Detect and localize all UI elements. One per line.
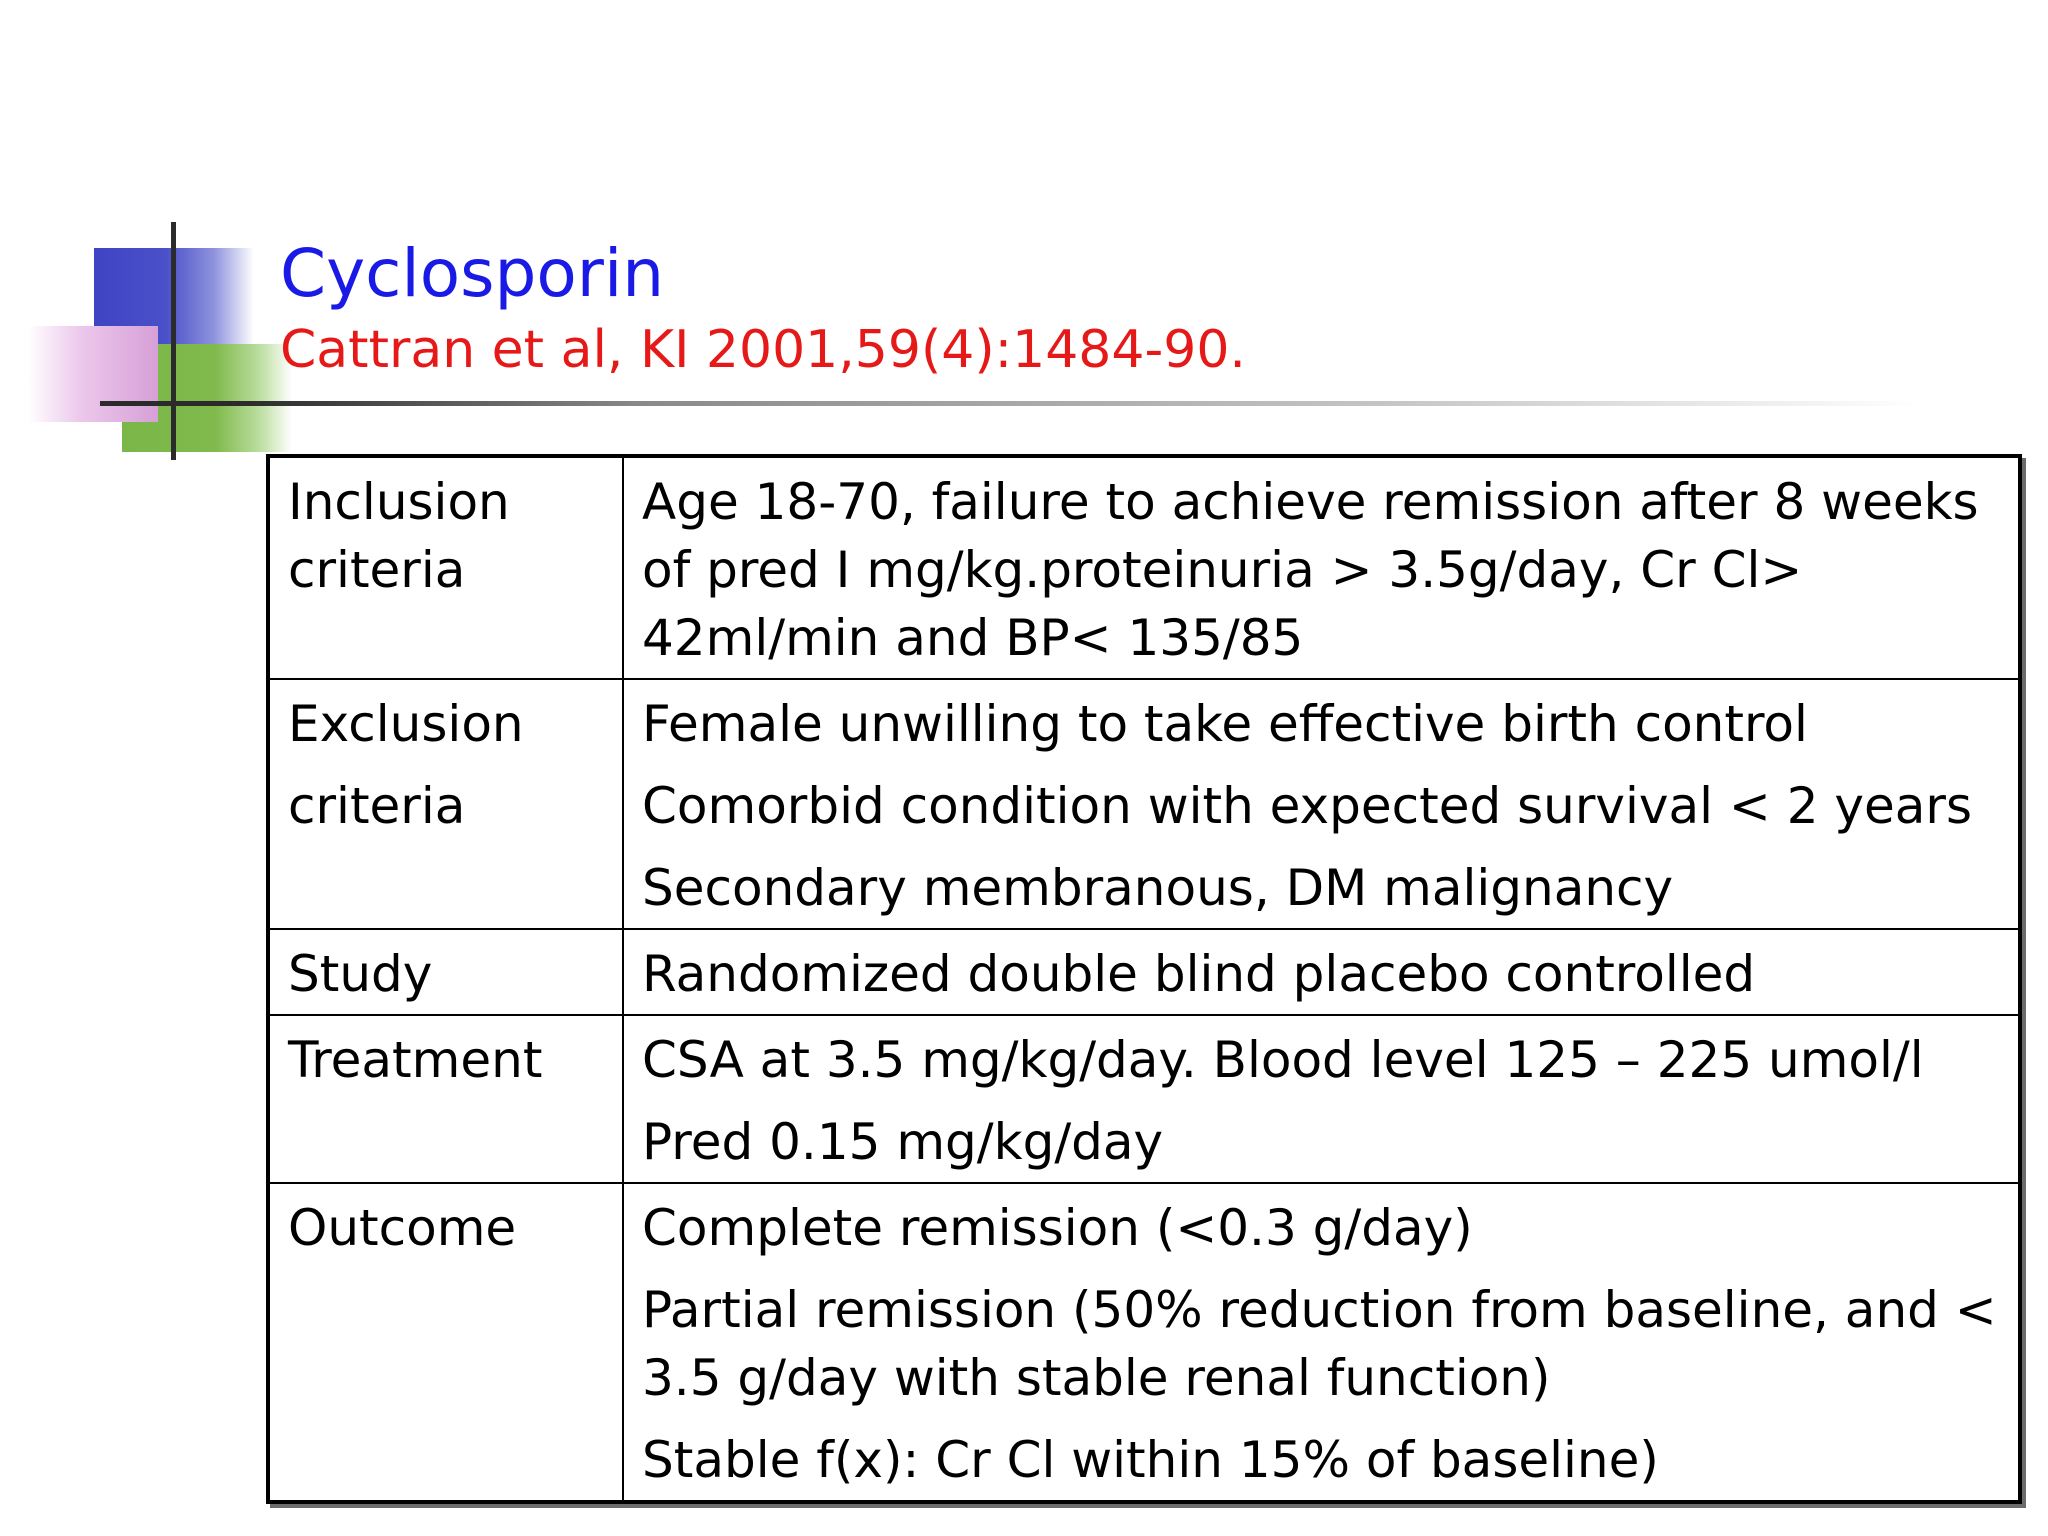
label-line: Study	[288, 945, 433, 1003]
content-paragraph: Partial remission (50% reduction from baseline, and < 3.5 g/day with stable renal function)	[642, 1281, 1997, 1407]
content-paragraph: CSA at 3.5 mg/kg/day. Blood level 125 – 225 umol/l	[642, 1031, 1924, 1089]
content-paragraph: Complete remission (<0.3 g/day)	[642, 1199, 1473, 1257]
row-label-study	[268, 929, 623, 1015]
title-underline	[100, 401, 1920, 406]
table-row-study	[268, 929, 2020, 1015]
slide-title: Cyclosporin	[280, 235, 665, 312]
table-row-treatment	[268, 1015, 2020, 1183]
row-content-study	[623, 929, 2020, 1015]
logo-pink-square	[28, 326, 158, 422]
row-content-outcome	[623, 1183, 2020, 1502]
table-row-inclusion	[268, 456, 2020, 679]
row-content-exclusion	[623, 679, 2020, 929]
content-paragraph: Age 18-70, failure to achieve remission after 8 weeks of pred I mg/kg.proteinuria > 3.5g/day, Cr Cl> 42ml/min and BP< 135/85	[642, 473, 1979, 667]
content-paragraph: Pred 0.15 mg/kg/day	[642, 1113, 1164, 1171]
content-paragraph: Randomized double blind placebo controlled	[642, 945, 1756, 1003]
row-label-exclusion	[268, 679, 623, 929]
label-line: Inclusion	[288, 473, 510, 531]
content-paragraph: Comorbid condition with expected survival < 2 years	[642, 777, 1973, 835]
row-content-inclusion	[623, 456, 2020, 679]
content-paragraph: Stable f(x): Cr Cl within 15% of baseline)	[642, 1431, 1659, 1489]
label-line: criteria	[288, 541, 466, 599]
label-line: Exclusion	[288, 695, 524, 753]
label-line: Treatment	[288, 1031, 543, 1089]
criteria-table	[266, 454, 2022, 1504]
content-paragraph: Secondary membranous, DM malignancy	[642, 859, 1674, 917]
row-label-treatment	[268, 1015, 623, 1183]
row-content-treatment	[623, 1015, 2020, 1183]
table-row-outcome	[268, 1183, 2020, 1502]
logo-vertical-line	[171, 222, 176, 460]
row-label-inclusion	[268, 456, 623, 679]
row-label-outcome	[268, 1183, 623, 1502]
label-line: criteria	[288, 777, 466, 835]
table-row-exclusion	[268, 679, 2020, 929]
slide-citation: Cattran et al, KI 2001,59(4):1484-90.	[280, 320, 1246, 380]
content-paragraph: Female unwilling to take effective birth control	[642, 695, 1808, 753]
label-line: Outcome	[288, 1199, 517, 1257]
